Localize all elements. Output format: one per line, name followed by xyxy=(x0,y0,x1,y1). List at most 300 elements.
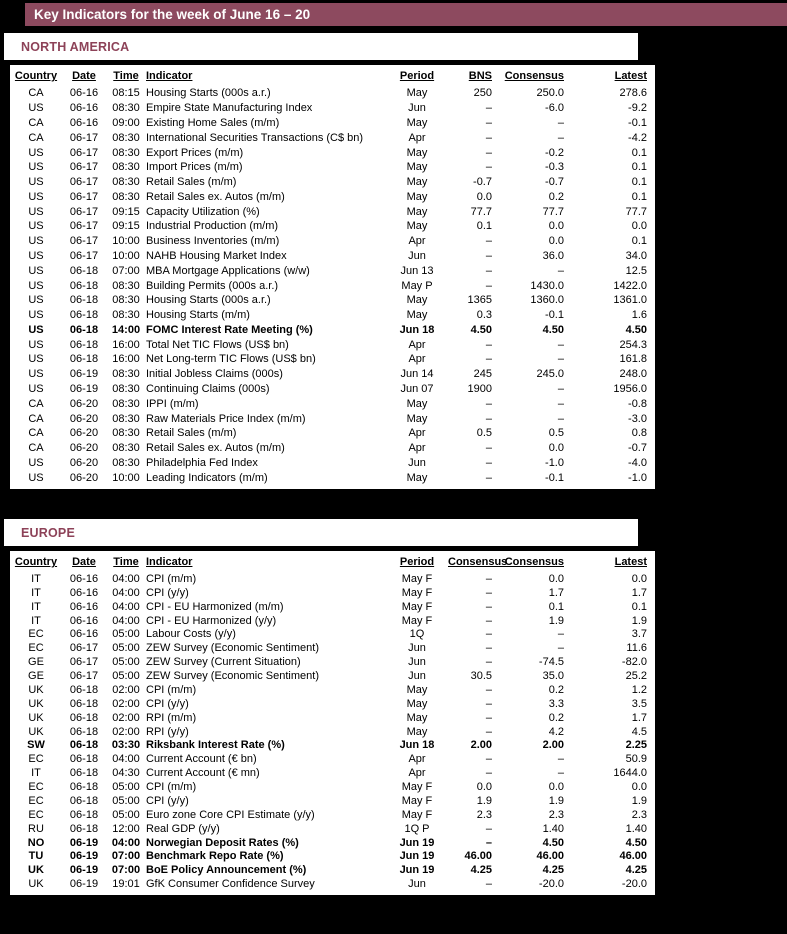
cell-indicator: Raw Materials Price Index (m/m) xyxy=(146,412,306,425)
cell-time: 04:00 xyxy=(111,836,141,849)
cell-indicator: International Securities Transactions (C$ bn) xyxy=(146,131,364,144)
column-header-bns: BNS xyxy=(468,70,492,82)
cell-value-2: 1.40 xyxy=(542,822,564,835)
cell-period: Jun 19 xyxy=(399,864,435,877)
cell-latest: 278.6 xyxy=(619,87,647,100)
table-row xyxy=(10,130,655,145)
cell-latest: 25.2 xyxy=(625,670,647,683)
cell-country: IT xyxy=(31,767,41,780)
cell-period: Jun 14 xyxy=(400,368,434,381)
cell-time: 05:00 xyxy=(112,794,140,807)
cell-period: May xyxy=(406,309,428,322)
cell-country: US xyxy=(28,383,44,396)
cell-latest: 1.7 xyxy=(631,586,647,599)
cell-latest: 0.0 xyxy=(631,220,647,233)
cell-country: UK xyxy=(28,725,44,738)
cell-indicator: Real GDP (y/y) xyxy=(146,822,220,835)
cell-latest: 161.8 xyxy=(619,353,647,366)
cell-latest: 1422.0 xyxy=(613,279,647,292)
cell-date: 06-18 xyxy=(69,753,99,766)
cell-value-2: – xyxy=(557,642,564,655)
cell-date: 06-18 xyxy=(69,822,99,835)
cell-date: 06-17 xyxy=(69,190,99,203)
table-row xyxy=(10,683,655,697)
cell-date: 06-19 xyxy=(69,864,99,877)
cell-date: 06-18 xyxy=(69,338,99,351)
cell-latest: -20.0 xyxy=(621,878,647,891)
cell-period: Apr xyxy=(408,427,426,440)
cell-indicator: Net Long-term TIC Flows (US$ bn) xyxy=(146,353,316,366)
cell-period: May xyxy=(406,697,428,710)
cell-country: UK xyxy=(28,711,44,724)
cell-latest: 0.0 xyxy=(631,781,647,794)
table-row xyxy=(10,367,655,382)
cell-country: EC xyxy=(28,642,44,655)
column-header-date: Date xyxy=(72,70,96,82)
cell-latest: 0.0 xyxy=(631,572,647,585)
cell-indicator: Current Account (€ mn) xyxy=(146,767,260,780)
table-row xyxy=(10,725,655,739)
cell-date: 06-16 xyxy=(69,87,99,100)
table-row xyxy=(10,145,655,160)
cell-indicator: CPI - EU Harmonized (m/m) xyxy=(146,600,284,613)
cell-value-2: 0.0 xyxy=(548,572,564,585)
cell-value-1: 1365 xyxy=(467,294,492,307)
cell-latest: 4.5 xyxy=(631,725,647,738)
cell-time: 08:30 xyxy=(112,279,140,292)
europe-table xyxy=(10,554,655,891)
cell-period: May xyxy=(406,146,428,159)
cell-period: May F xyxy=(401,794,433,807)
cell-period: Jun xyxy=(408,656,426,669)
cell-date: 06-18 xyxy=(69,353,99,366)
cell-value-2: 2.00 xyxy=(542,739,564,752)
report-title-banner: Key Indicators for the week of June 16 – 20 xyxy=(25,3,787,26)
table-row xyxy=(10,877,655,891)
cell-country: US xyxy=(28,309,44,322)
cell-period: May F xyxy=(401,586,433,599)
cell-date: 06-20 xyxy=(69,442,99,455)
cell-period: May P xyxy=(401,279,433,292)
table-row xyxy=(10,766,655,780)
cell-latest: 3.7 xyxy=(631,628,647,641)
cell-period: Jun xyxy=(408,456,426,469)
cell-latest: 0.8 xyxy=(631,427,647,440)
table-row xyxy=(10,337,655,352)
table-row xyxy=(10,655,655,669)
cell-latest: -0.8 xyxy=(628,397,647,410)
cell-country: IT xyxy=(31,586,41,599)
cell-latest: 1.40 xyxy=(625,822,647,835)
cell-country: US xyxy=(28,190,44,203)
cell-date: 06-17 xyxy=(69,642,99,655)
cell-time: 04:00 xyxy=(112,572,140,585)
cell-date: 06-18 xyxy=(69,279,99,292)
north-america-table-body xyxy=(10,86,655,485)
cell-time: 08:30 xyxy=(112,161,140,174)
cell-time: 05:00 xyxy=(112,642,140,655)
cell-date: 06-18 xyxy=(69,309,99,322)
cell-period: May xyxy=(406,711,428,724)
cell-time: 08:30 xyxy=(112,176,140,189)
section-title-europe: EUROPE xyxy=(4,519,638,546)
cell-indicator: RPI (y/y) xyxy=(146,725,189,738)
cell-country: EC xyxy=(28,753,44,766)
cell-indicator: Labour Costs (y/y) xyxy=(146,628,236,641)
table-row xyxy=(10,204,655,219)
cell-date: 06-18 xyxy=(69,794,99,807)
cell-country: US xyxy=(28,368,44,381)
cell-indicator: Retail Sales (m/m) xyxy=(146,176,237,189)
table-row xyxy=(10,669,655,683)
cell-time: 16:00 xyxy=(112,353,140,366)
europe-table-body xyxy=(10,572,655,891)
cell-country: US xyxy=(28,235,44,248)
table-row xyxy=(10,263,655,278)
cell-indicator: GfK Consumer Confidence Survey xyxy=(146,878,315,891)
cell-value-2: -0.7 xyxy=(545,176,564,189)
table-row xyxy=(10,175,655,190)
cell-country: IT xyxy=(31,614,41,627)
table-row xyxy=(10,323,655,338)
table-row xyxy=(10,850,655,864)
cell-value-1: – xyxy=(485,711,492,724)
cell-time: 08:30 xyxy=(112,309,140,322)
cell-period: May xyxy=(406,161,428,174)
cell-value-2: 2.3 xyxy=(548,808,564,821)
cell-value-1: 2.3 xyxy=(476,808,492,821)
cell-indicator: Export Prices (m/m) xyxy=(146,146,244,159)
cell-value-2: – xyxy=(557,338,564,351)
cell-indicator: Building Permits (000s a.r.) xyxy=(146,279,279,292)
table-header-row xyxy=(10,68,655,86)
cell-period: Apr xyxy=(408,235,426,248)
cell-indicator: Riksbank Interest Rate (%) xyxy=(146,739,285,752)
cell-period: May xyxy=(406,471,428,484)
table-row xyxy=(10,219,655,234)
table-row xyxy=(10,189,655,204)
cell-indicator: Euro zone Core CPI Estimate (y/y) xyxy=(146,808,315,821)
cell-country: EC xyxy=(28,808,44,821)
cell-indicator: RPI (m/m) xyxy=(146,711,197,724)
cell-value-1: – xyxy=(485,725,492,738)
cell-date: 06-16 xyxy=(69,102,99,115)
column-header-consensus-1: Consensus xyxy=(448,556,508,568)
cell-time: 05:00 xyxy=(112,808,140,821)
table-row xyxy=(10,836,655,850)
cell-country: US xyxy=(28,323,44,336)
cell-indicator: MBA Mortgage Applications (w/w) xyxy=(146,264,310,277)
cell-value-2: 0.2 xyxy=(548,190,564,203)
cell-indicator: CPI (m/m) xyxy=(146,683,197,696)
cell-value-1: – xyxy=(485,683,492,696)
cell-latest: 11.6 xyxy=(626,642,647,655)
cell-indicator: Industrial Production (m/m) xyxy=(146,220,279,233)
cell-value-2: – xyxy=(557,753,564,766)
cell-time: 03:30 xyxy=(111,739,141,752)
table-row xyxy=(10,572,655,586)
cell-period: Jun xyxy=(408,249,426,262)
column-header-indicator: Indicator xyxy=(146,70,193,82)
cell-latest: 248.0 xyxy=(619,368,647,381)
cell-value-1: 1.9 xyxy=(476,794,492,807)
cell-value-1: 0.5 xyxy=(476,427,492,440)
cell-date: 06-19 xyxy=(69,368,99,381)
cell-country: US xyxy=(28,176,44,189)
table-row xyxy=(10,697,655,711)
cell-time: 10:00 xyxy=(112,249,140,262)
cell-value-1: – xyxy=(485,442,492,455)
cell-time: 08:30 xyxy=(112,190,140,203)
cell-date: 06-20 xyxy=(69,412,99,425)
cell-value-2: 35.0 xyxy=(542,670,564,683)
cell-latest: 4.50 xyxy=(625,323,647,336)
cell-period: Jun 18 xyxy=(399,323,435,336)
cell-value-1: 1900 xyxy=(467,383,492,396)
cell-indicator: NAHB Housing Market Index xyxy=(146,249,287,262)
cell-value-2: 3.3 xyxy=(548,697,564,710)
cell-latest: 0.1 xyxy=(631,235,647,248)
cell-period: May xyxy=(406,725,428,738)
cell-indicator: Retail Sales (m/m) xyxy=(146,427,237,440)
cell-value-1: – xyxy=(485,353,492,366)
cell-country: EC xyxy=(28,628,44,641)
cell-time: 07:00 xyxy=(111,850,141,863)
cell-country: US xyxy=(28,102,44,115)
cell-country: UK xyxy=(28,683,44,696)
cell-value-2: -0.1 xyxy=(545,471,564,484)
cell-value-2: -20.0 xyxy=(538,878,564,891)
cell-value-2: -1.0 xyxy=(545,456,564,469)
cell-latest: 4.50 xyxy=(625,836,647,849)
cell-value-1: – xyxy=(485,116,492,129)
cell-date: 06-17 xyxy=(69,249,99,262)
cell-indicator: CPI (y/y) xyxy=(146,794,189,807)
cell-date: 06-17 xyxy=(69,205,99,218)
cell-date: 06-18 xyxy=(69,781,99,794)
cell-value-2: 36.0 xyxy=(542,249,564,262)
cell-latest: 0.1 xyxy=(631,190,647,203)
cell-indicator: BoE Policy Announcement (%) xyxy=(146,864,307,877)
cell-country: CA xyxy=(28,397,44,410)
cell-period: 1Q xyxy=(409,628,425,641)
cell-country: US xyxy=(28,146,44,159)
cell-indicator: Capacity Utilization (%) xyxy=(146,205,260,218)
cell-value-1: 30.5 xyxy=(470,670,492,683)
table-row xyxy=(10,278,655,293)
cell-period: May F xyxy=(401,600,433,613)
cell-period: May xyxy=(406,87,428,100)
cell-time: 09:15 xyxy=(112,205,140,218)
column-header-consensus-2: Consensus xyxy=(504,556,564,568)
cell-period: Apr xyxy=(408,131,426,144)
cell-time: 04:00 xyxy=(112,600,140,613)
cell-date: 06-16 xyxy=(69,586,99,599)
cell-value-1: – xyxy=(485,279,492,292)
cell-indicator: Housing Starts (m/m) xyxy=(146,309,250,322)
cell-country: EC xyxy=(28,781,44,794)
cell-value-2: – xyxy=(557,131,564,144)
cell-date: 06-18 xyxy=(69,294,99,307)
cell-period: Apr xyxy=(408,753,426,766)
cell-indicator: ZEW Survey (Economic Sentiment) xyxy=(146,670,319,683)
column-header-consensus: Consensus xyxy=(504,70,564,82)
cell-value-2: 1360.0 xyxy=(530,294,564,307)
cell-time: 09:00 xyxy=(112,116,140,129)
cell-date: 06-18 xyxy=(69,739,99,752)
cell-latest: 2.25 xyxy=(625,739,647,752)
cell-time: 10:00 xyxy=(112,235,140,248)
table-row xyxy=(10,396,655,411)
table-row xyxy=(10,101,655,116)
cell-date: 06-17 xyxy=(69,656,99,669)
cell-value-1: – xyxy=(485,614,492,627)
cell-country: US xyxy=(28,161,44,174)
cell-date: 06-17 xyxy=(69,131,99,144)
cell-indicator: IPPI (m/m) xyxy=(146,397,199,410)
cell-time: 08:30 xyxy=(112,412,140,425)
cell-value-1: – xyxy=(485,338,492,351)
cell-date: 06-18 xyxy=(69,697,99,710)
cell-indicator: Philadelphia Fed Index xyxy=(146,456,258,469)
cell-date: 06-16 xyxy=(69,628,99,641)
cell-time: 09:15 xyxy=(112,220,140,233)
cell-value-1: – xyxy=(485,642,492,655)
cell-value-1: 46.00 xyxy=(464,850,492,863)
cell-value-1: – xyxy=(485,102,492,115)
cell-date: 06-18 xyxy=(69,711,99,724)
table-row xyxy=(10,863,655,877)
cell-value-1: – xyxy=(485,412,492,425)
cell-time: 05:00 xyxy=(112,628,140,641)
cell-country: GE xyxy=(28,670,44,683)
europe-table-panel xyxy=(10,551,655,895)
cell-value-2: 245.0 xyxy=(536,368,564,381)
cell-value-1: – xyxy=(485,264,492,277)
cell-country: SW xyxy=(27,739,45,752)
cell-time: 07:00 xyxy=(111,864,141,877)
cell-date: 06-18 xyxy=(69,725,99,738)
table-row xyxy=(10,614,655,628)
cell-value-1: 0.0 xyxy=(476,781,492,794)
cell-latest: -0.1 xyxy=(628,116,647,129)
cell-date: 06-20 xyxy=(69,471,99,484)
cell-value-2: -0.3 xyxy=(545,161,564,174)
cell-country: US xyxy=(28,264,44,277)
cell-date: 06-19 xyxy=(69,383,99,396)
cell-value-2: -6.0 xyxy=(545,102,564,115)
cell-country: CA xyxy=(28,442,44,455)
cell-latest: 0.1 xyxy=(631,176,647,189)
cell-indicator: CPI - EU Harmonized (y/y) xyxy=(146,614,277,627)
cell-value-1: 2.00 xyxy=(470,739,492,752)
cell-value-2: – xyxy=(557,767,564,780)
cell-country: TU xyxy=(28,850,44,863)
cell-value-1: – xyxy=(485,836,492,849)
cell-indicator: Existing Home Sales (m/m) xyxy=(146,116,280,129)
cell-value-2: 1430.0 xyxy=(530,279,564,292)
cell-date: 06-17 xyxy=(69,161,99,174)
table-row xyxy=(10,293,655,308)
cell-value-2: – xyxy=(557,628,564,641)
cell-period: May F xyxy=(401,781,433,794)
cell-country: CA xyxy=(28,87,44,100)
table-row xyxy=(10,470,655,485)
table-row xyxy=(10,739,655,753)
table-row xyxy=(10,600,655,614)
column-header-date: Date xyxy=(72,556,96,568)
cell-indicator: Norwegian Deposit Rates (%) xyxy=(146,836,299,849)
cell-country: IT xyxy=(31,572,41,585)
cell-latest: 254.3 xyxy=(619,338,647,351)
column-header-country: Country xyxy=(14,70,58,82)
cell-date: 06-16 xyxy=(69,116,99,129)
cell-date: 06-17 xyxy=(69,176,99,189)
cell-latest: 0.1 xyxy=(631,146,647,159)
table-row xyxy=(10,352,655,367)
cell-time: 05:00 xyxy=(112,670,140,683)
cell-country: US xyxy=(28,456,44,469)
cell-period: May xyxy=(406,294,428,307)
cell-value-2: 4.50 xyxy=(542,836,564,849)
table-row xyxy=(10,456,655,471)
table-row xyxy=(10,641,655,655)
cell-value-2: 250.0 xyxy=(536,87,564,100)
cell-period: Jun 18 xyxy=(399,739,435,752)
cell-time: 04:30 xyxy=(112,767,140,780)
cell-value-2: 0.0 xyxy=(548,235,564,248)
table-row xyxy=(10,86,655,101)
cell-period: Jun 19 xyxy=(399,836,435,849)
cell-value-1: -0.7 xyxy=(473,176,492,189)
cell-date: 06-19 xyxy=(69,850,99,863)
table-row xyxy=(10,308,655,323)
cell-country: CA xyxy=(28,116,44,129)
cell-time: 08:30 xyxy=(112,397,140,410)
cell-indicator: ZEW Survey (Current Situation) xyxy=(146,656,301,669)
cell-time: 08:30 xyxy=(112,442,140,455)
cell-period: May xyxy=(406,205,428,218)
cell-value-2: – xyxy=(557,397,564,410)
table-row xyxy=(10,116,655,131)
cell-value-1: – xyxy=(485,235,492,248)
cell-indicator: Leading Indicators (m/m) xyxy=(146,471,268,484)
cell-latest: 1361.0 xyxy=(613,294,647,307)
cell-value-1: 0.1 xyxy=(476,220,492,233)
cell-date: 06-18 xyxy=(69,767,99,780)
cell-time: 08:30 xyxy=(112,131,140,144)
cell-indicator: Business Inventories (m/m) xyxy=(146,235,280,248)
column-header-latest: Latest xyxy=(614,70,647,82)
cell-period: May F xyxy=(401,808,433,821)
cell-country: US xyxy=(28,471,44,484)
cell-period: May xyxy=(406,220,428,233)
cell-value-2: 0.0 xyxy=(548,781,564,794)
cell-country: CA xyxy=(28,131,44,144)
cell-date: 06-20 xyxy=(69,427,99,440)
section-title-north-america: NORTH AMERICA xyxy=(4,33,638,60)
cell-period: May xyxy=(406,397,428,410)
cell-latest: 2.3 xyxy=(631,808,647,821)
cell-latest: 46.00 xyxy=(619,850,647,863)
cell-period: May xyxy=(406,190,428,203)
cell-country: GE xyxy=(28,656,44,669)
cell-date: 06-17 xyxy=(69,146,99,159)
cell-value-2: 0.0 xyxy=(548,442,564,455)
cell-time: 19:01 xyxy=(112,878,140,891)
cell-latest: 1.6 xyxy=(631,309,647,322)
cell-time: 04:00 xyxy=(112,753,140,766)
